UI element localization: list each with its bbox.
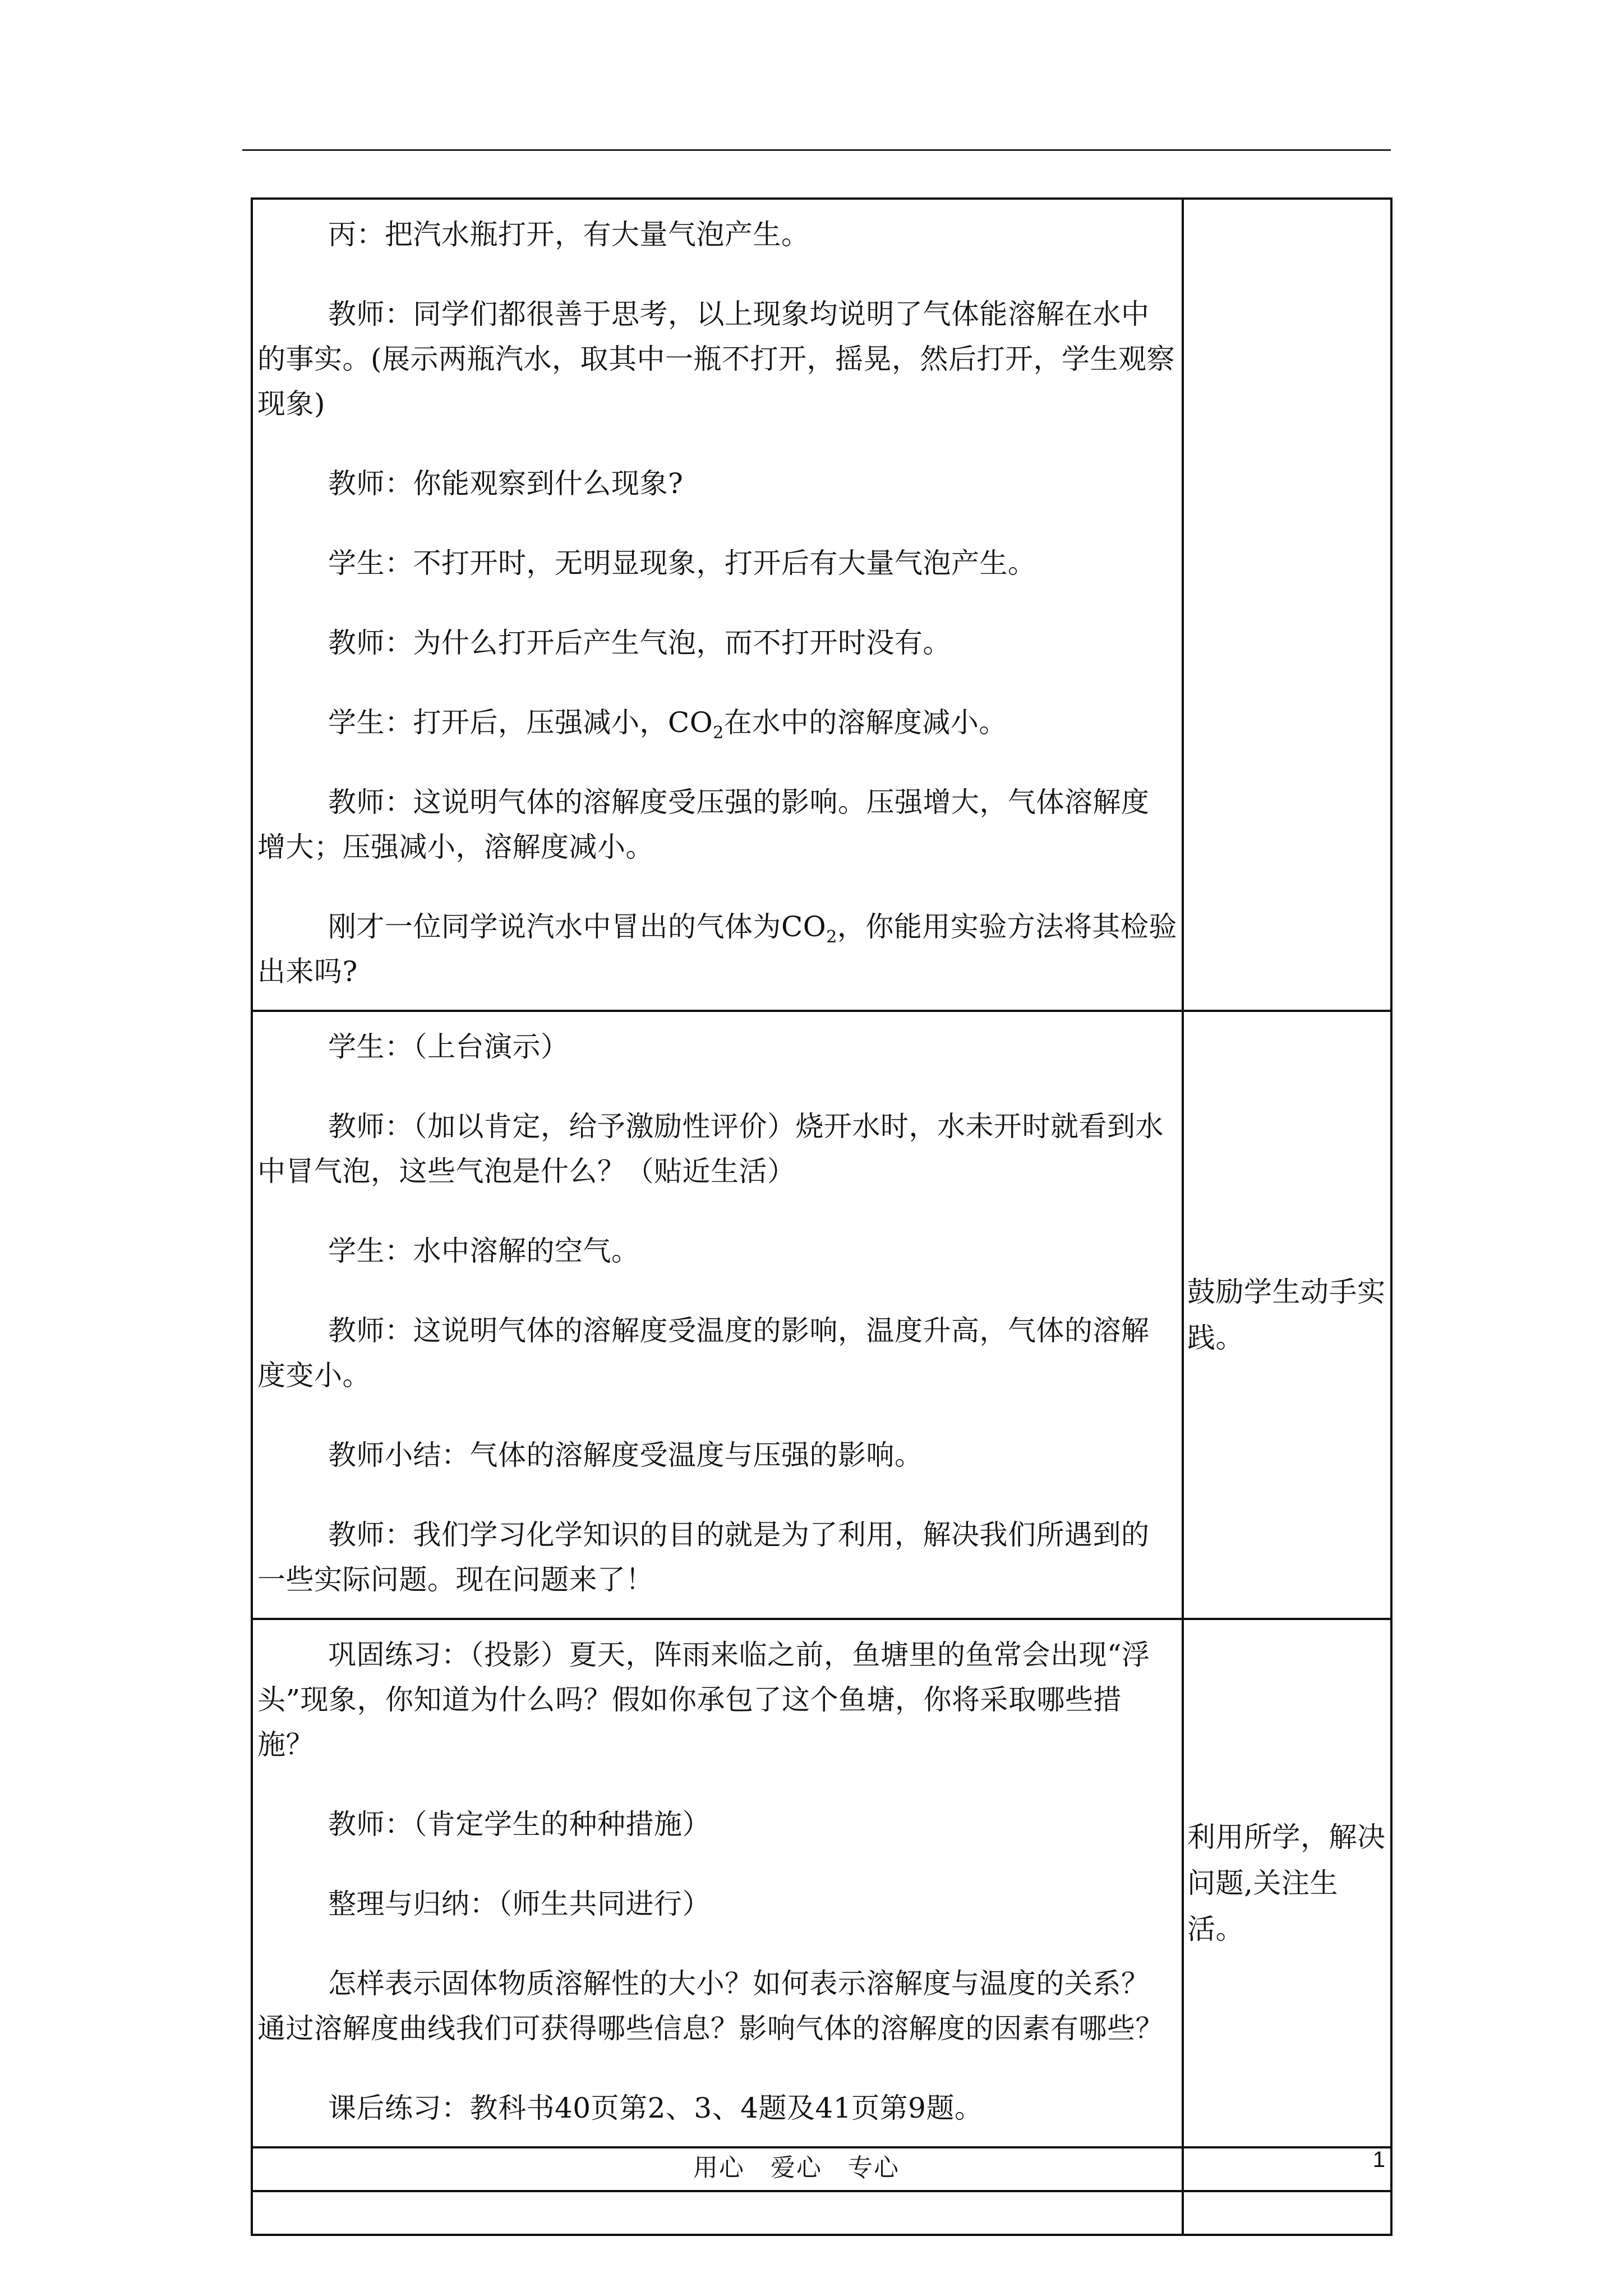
paragraph-co2-a: 学生：打开后，压强减小，$CO_2$在水中的溶解度减小。 <box>328 706 1007 743</box>
paragraph: 整理与归纳：（师生共同进行） <box>328 1888 711 1920</box>
dialogue-cell <box>252 199 1183 1011</box>
paragraph: 教师：我们学习化学知识的目的就是为了利用，解决我们所遇到的一些实际问题。现在问题来了！ <box>257 1519 1150 1596</box>
paragraph: 教师：你能观察到什么现象? <box>328 467 684 500</box>
page-number: 1 <box>1372 2147 1385 2172</box>
lesson-table <box>251 197 1393 2236</box>
teaching-note: 鼓励学生动手实践。 <box>1187 1276 1386 1354</box>
paragraph: 课后练习：教科书40页第2、3、4题及41页第9题。 <box>328 2092 983 2124</box>
footer-motto: 用心 爱心 专心 <box>693 2154 900 2182</box>
paragraph: 教师：（加以肯定，给予激励性评价）烧开水时，水未开时就看到水中冒气泡，这些气泡是什么？（贴近生活） <box>257 1110 1164 1188</box>
note-cell <box>1183 1011 1391 1619</box>
note-cell <box>1183 199 1391 1011</box>
table-row <box>252 1011 1391 1619</box>
empty-cell <box>252 2191 1183 2235</box>
dialogue-cell <box>252 1619 1183 2147</box>
note-cell <box>1183 1619 1391 2147</box>
empty-cell <box>1183 2191 1391 2235</box>
paragraph: 教师小结：气体的溶解度受温度与压强的影响。 <box>328 1439 923 1471</box>
paragraph: 教师：这说明气体的溶解度受温度的影响，温度升高，气体的溶解度变小。 <box>257 1314 1150 1392</box>
dialogue-cell <box>252 1011 1183 1619</box>
paragraph: 丙：把汽水瓶打开，有大量气泡产生。 <box>328 218 810 251</box>
paragraph: 教师：同学们都很善于思考，以上现象均说明了气体能溶解在水中的事实。(展示两瓶汽水，取其中一瓶不打开，摇晃，然后打开，学生观察现象) <box>257 298 1175 420</box>
paragraph: 学生：（上台演示） <box>328 1030 569 1063</box>
header-rule <box>242 149 1391 151</box>
table-row <box>252 1619 1391 2147</box>
paragraph: 学生：水中溶解的空气。 <box>328 1235 640 1267</box>
paragraph-co2-b: 刚才一位同学说汽水中冒出的气体为$CO_2$，你能用实验方法将其检验出来吗? <box>257 910 1177 988</box>
paragraph: 教师：这说明气体的溶解度受压强的影响。压强增大，气体溶解度增大；压强减小，溶解度减小。 <box>257 786 1150 863</box>
teaching-note: 利用所学，解决问题,关注生活。 <box>1187 1821 1386 1945</box>
table-row <box>252 199 1391 1011</box>
paragraph: 巩固练习：（投影）夏天，阵雨来临之前，鱼塘里的鱼常会出现“浮头”现象，你知道为什么吗？假如你承包了这个鱼塘，你将采取哪些措施？ <box>257 1639 1150 1761</box>
empty-row <box>252 2191 1391 2235</box>
paragraph: 学生：不打开时，无明显现象，打开后有大量气泡产生。 <box>328 547 1036 579</box>
paragraph: 教师：为什么打开后产生气泡，而不打开时没有。 <box>328 627 951 659</box>
paragraph: 怎样表示固体物质溶解性的大小？如何表示溶解度与温度的关系？通过溶解度曲线我们可获得哪些信息？影响气体的溶解度的因素有哪些？ <box>257 1967 1164 2045</box>
paragraph: 教师：（肯定学生的种种措施） <box>328 1808 711 1841</box>
